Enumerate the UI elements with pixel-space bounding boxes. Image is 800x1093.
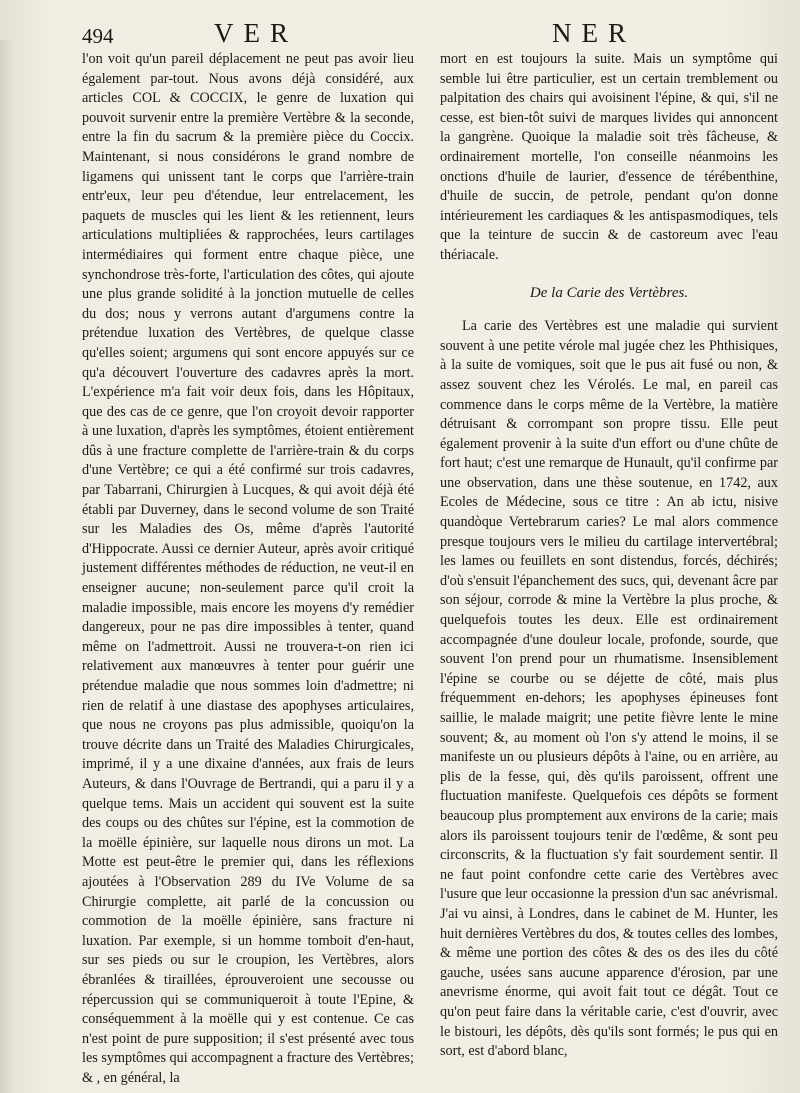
left-text-part-1: l'on voit qu'un pareil déplacement ne peut pas avoir lieu également par-tout. Nous avons déjà considéré, aux articles [82,51,414,107]
section-title: De la Carie des Vertèbres. [529,284,689,301]
running-header [78,18,780,46]
left-column [82,50,414,1088]
left-text-part-2: , le genre de luxation qui pouvoit survenir entre la première Vertèbre & la seconde, entre la fin du sacrum & la première pièce du Coccix. Maintenant, si nous considérons le grand nombre de ligamens qui unissent tant le corps que l'arrière-train entr'eux, leur peu d'étendue, leur entrelacement, les paquets de muscles qui les lient & les retiennent, leurs articulations multipliées & rapprochées, leurs cartilages intermédiaires qui forment entre chaque pièce, une synchondrose très-forte, l'articulation des côtes, qui ajoute une plus grande solidité à la jonction mutuelle de celles du dos; nous y verrons autant d'argumens contre la prétendue luxation des Vertèbres, de quelque classe qu'elles soient; argumens qui sont encore appuyés sur ce qu'a découvert l'ouverture des cadavres après la mort. L'expérience m'a fait voir deux fois, dans les Hôpitaux, que des cas de ce genre, que l'on croyoit devoir rapporter à une luxation, d'après les symptômes, étoient entièrement dûs à une fracture complette de l'arrière-train & du corps d'une Vertèbre; ce qui a été confirmé sur trois cadavres, par Tabarrani, Chirurgien à Lucques, & qui avoit déjà été établi par Duverney, dans le second volume de son Traité sur les Maladies des Os, même d'après l'autorité d'Hippocrate. Aussi ce dernier Auteur, après avoir critiqué justement différentes méthodes de réduction, ne veut-il en enseigner aucune; non-seulement parce qu'il croit la maladie impossible, mais encore les moyens d'y remédier dangereux, pour ne pas dire impossibles à tenter, quand même on l'admettroit. Aussi ne trouvera-t-on rien ici relativement aux manœuvres à tenter pour guérir une prétendue maladie que nous sommes loin d'admettre; ni rien de relatif à une diastase des apophyses articulaires, que nous ne croyons pas plus admissible, quoiqu'on la trouve décrite dans un Traité des Maladies Chirurgicales, imprimé, il y a une dixaine d'années, aux frais de leurs Auteurs, & dans l'Ouvrage de Bertrandi, qui a paru il y a quelque tems. Mais un accident qui souvent est la suite des coups ou des chûtes sur l'épine, est la commotion de la moëlle épinière, sur laquelle nous dirons un mot. La Motte est peut-être le premier qui, dans les réflexions ajoutées à l'Observation 289 du IVe Volume de sa Chirurgie complette, ait parlé de la concussion ou commotion de la moëlle épinière, sans fracture ni luxation. Par exemple, si un homme tomboit d'en-haut, sur ses pieds ou sur le croupion, les Vertèbres, alors ébranlées & tiraillées, éprouveroient une secousse ou répercussion qui se communiqueroit à toute l'Epine, & conséquemment à la moëlle qui y est contenue. Ce cas n'est point de pure supposition; il s'est présenté avec tous les symptômes qui accompagnent a fracture des Vertèbres; & , en général, la [82,90,414,1086]
right-column-paragraph-2: La carie des Vertèbres est une maladie qui survient souvent à une petite vérole mal jugée chez les Phthisiques, à la suite de vomiques, soit que le pus ait fusé ou non, & assez souvent chez les Vérolés. Le mal, en pareil cas commence dans le corps même de la Vertèbre, la matière détruisant & corrompant son propre tissu. Elle peut également provenir à la suite d'un effort ou d'une chûte de fort haut; c'est une remarque de Hunault, qu'il confirme par une observation, dans une thèse soutenue, en 1742, aux Ecoles de Médecine, sous ce titre : An ab ictu, nisive quandòque Vertebrarum caries? Le mal alors commence presque toujours vers le milieu du cartilage intervertébral; les lames ou feuillets en sont distendus, forcés, déchirés; d'où s'ensuit l'épanchement des sucs, qui, devenant âcre par son séjour, corrode & mine la Vertèbre la plus proche, & quelquefois toutes les deux. Elle est ordinairement accompagnée d'une douleur locale, profonde, sourde, que souvent l'on prend pour un rhumatisme. Insensiblement l'épine se courbe ou se déjette de côté, mais plus fréquemment en-dehors; les apophyses épineuses font saillie, le malade maigrit; une petite fièvre lente le mine souvent; &, au moment où l'on s'y attend le moins, il se manifeste un ou plusieurs dépôts à l'aine, ou en arrière, au plis de la fesse, qui, dès qu'ils paroissent, offrent une fluctuation manifeste. Quelquefois ces dépôts se forment beaucoup plus promptement aux environs de la carie; mais alors ils paroissent toujours tenir de l'œdême, & sont peu circonscrits, & la fluctuation s'y fait sourdement sentir. Il ne faut point confondre cette carie des Vertèbres avec l'usure que leur occasionne la pression d'un sac anévrismal. J'ai vu ainsi, à Londres, dans le cabinet de M. Hunter, les huit dernières Vertèbres du dos, & toutes celles des lombes, & même une portion des côtes & des os des iles du côté gauche, usées sans aucune apparence d'érosion, par une anevrisme énorme, qui avoit fait tout ce dégât. Tout ce qu'on peut faire dans la véritable carie, c'est d'ouvrir, avec le bistouri, les dépôts, dès qu'ils sont formés; le pus qui en sort, est d'abord blanc, [440,318,778,1060]
right-column-paragraph-1: mort en est toujours la suite. Mais un symptôme qui semble lui être particulier, est un certain tremblement ou palpitation des chairs qui avoisinent l'épine, & qui, s'il ne cesse, est bien-tôt suivi de marques livides qui annoncent la gangrène. Quoique la maladie soit très fâcheuse, & ordinairement mortelle, l'on conseille néanmoins les onctions d'huile de laurier, d'essence de térébenthine, d'huile de succin, de petrole, pendant qu'on donne intérieurement les cardiaques & les antispasmodiques, tels que la teinture de succin & de castoreum avec l'eau thériacale. [440,51,778,263]
running-title-right: NER [552,18,636,48]
page-gutter-shadow [0,40,18,1093]
left-column-paragraph [82,50,414,1088]
page-number: 494 [82,24,114,48]
cross-reference: COL & COCCIX [132,90,244,107]
running-title-left: VER [214,18,298,48]
right-column [440,50,778,1062]
